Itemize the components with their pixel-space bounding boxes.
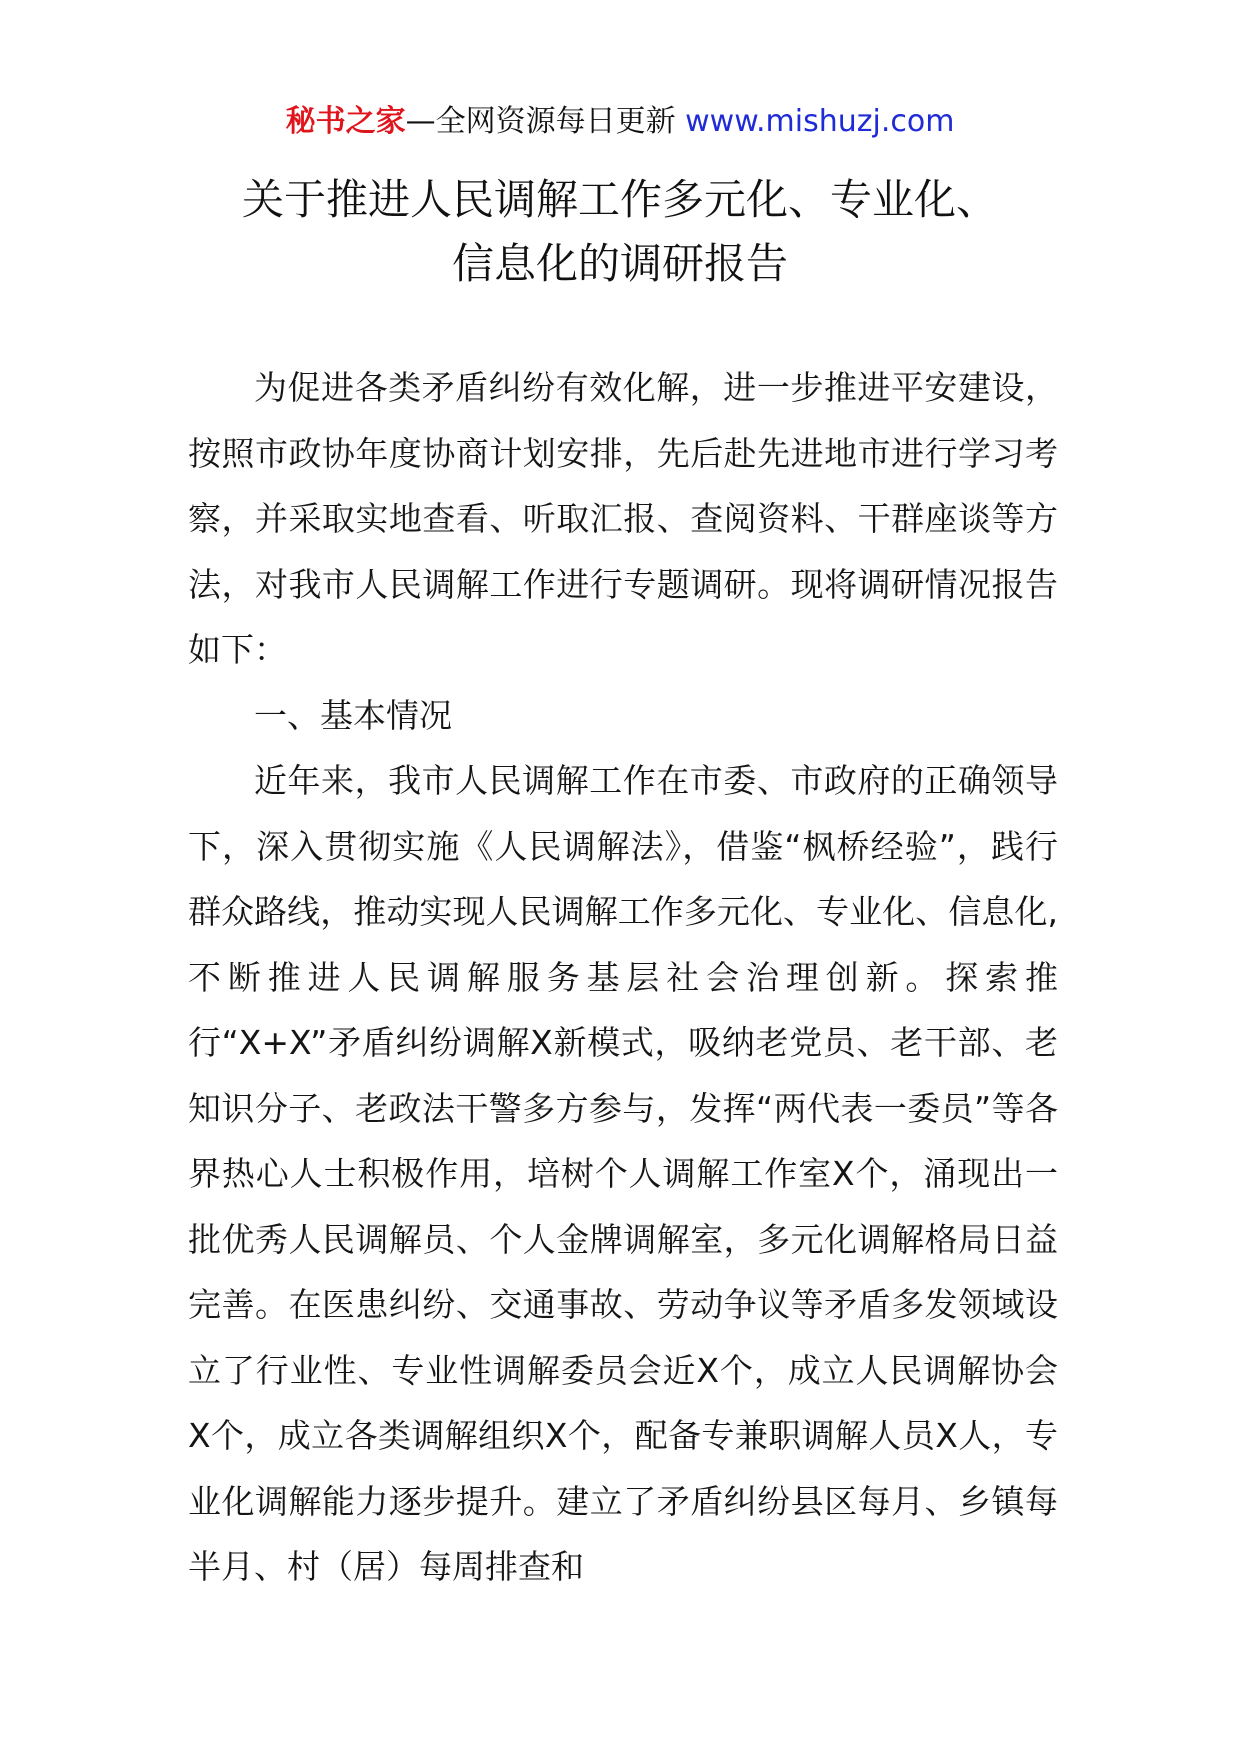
- site-tagline: —全网资源每日更新: [405, 104, 676, 139]
- site-brand: 秘书之家: [285, 104, 406, 139]
- site-header: [0, 102, 1240, 142]
- section-heading-basic-situation: 一、基本情况: [254, 695, 452, 735]
- paragraph-intro: 为促进各类矛盾纠纷有效化解，进一步推进平安建设，按照市政协年度协商计划安排，先后赴先进地市进行学习考察，并采取实地查看、听取汇报、查阅资料、干群座谈等方法，对我市人民调解工作进行专题调研。现将调研情况报告如下：: [188, 368, 1058, 669]
- title-line-1: 关于推进人民调解工作多元化、专业化、: [241, 175, 998, 224]
- title-line-2: 信息化的调研报告: [451, 239, 788, 288]
- document-body: [188, 355, 1058, 1600]
- site-url-link[interactable]: www.mishuzj.com: [685, 104, 955, 139]
- paragraph-basic-situation: 近年来，我市人民调解工作在市委、市政府的正确领导下，深入贯彻实施《人民调解法》，借鉴“枫桥经验”，践行群众路线，推动实现人民调解工作多元化、专业化、信息化,不断推进人民调解服务基层社会治理创新。探索推行“X+X”矛盾纠纷调解X新模式，吸纳老党员、老干部、老知识分子、老政法干警多方参与，发挥“两代表一委员”等各界热心人士积极作用，培树个人调解工作室X个，涌现出一批优秀人民调解员、个人金牌调解室，多元化调解格局日益完善。在医患纠纷、交通事故、劳动争议等矛盾多发领域设立了行业性、专业性调解委员会近X个，成立人民调解协会X个，成立各类调解组织X个，配备专兼职调解人员X人，专业化调解能力逐步提升。建立了矛盾纠纷县区每月、乡镇每半月、村（居）每周排查和: [188, 761, 1058, 1586]
- document-title: [0, 168, 1240, 296]
